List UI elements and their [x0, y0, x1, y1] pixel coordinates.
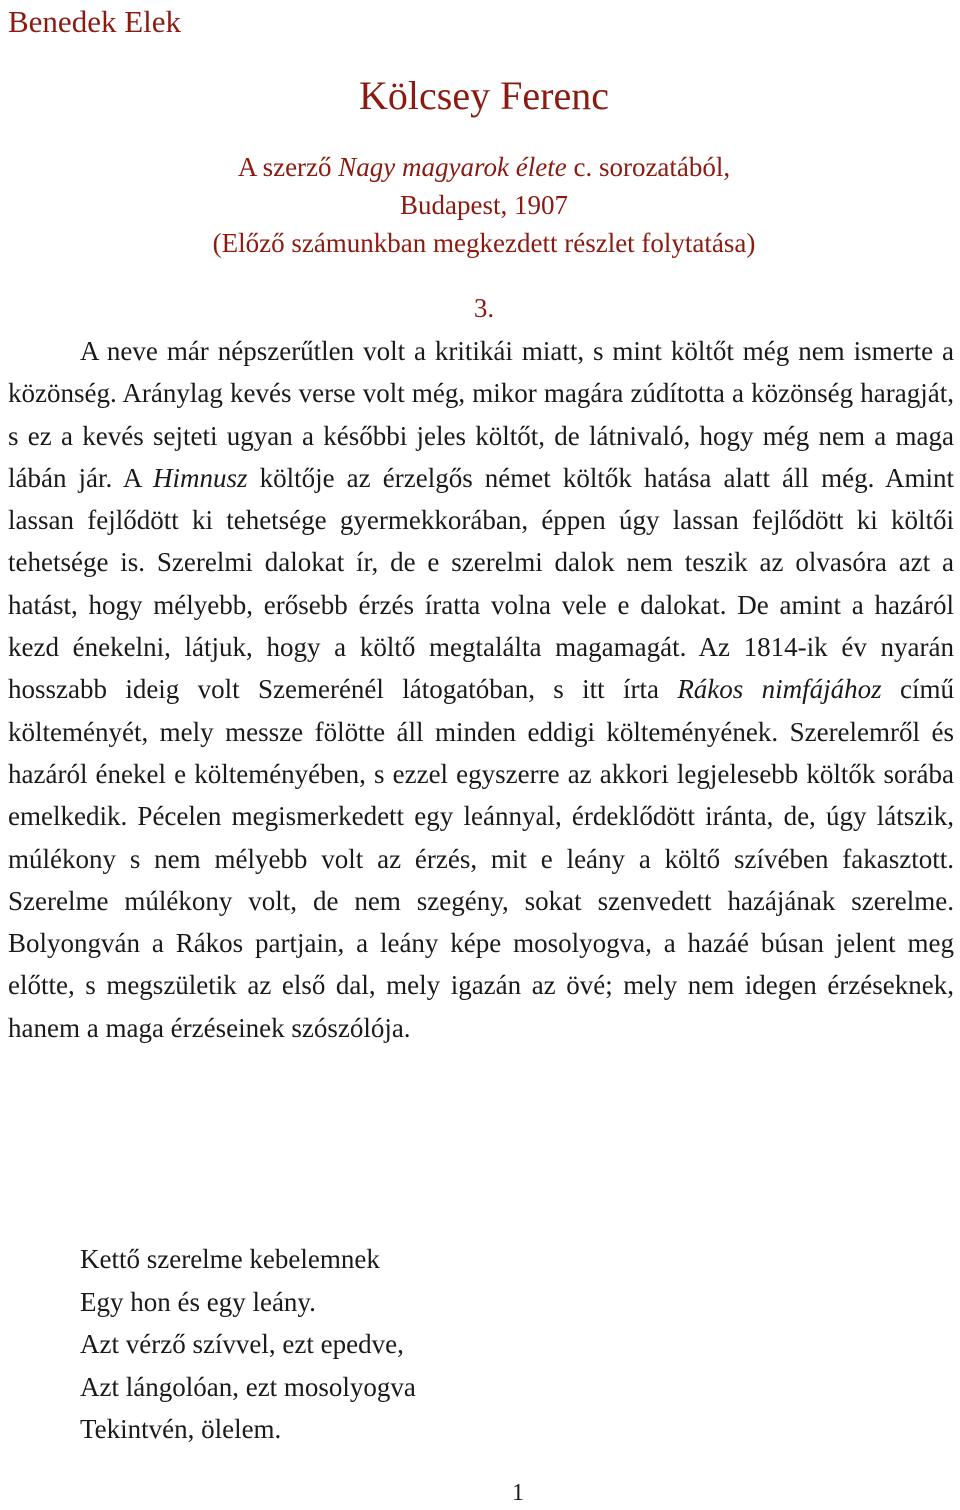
body-italic-himnusz: Himnusz: [153, 462, 248, 493]
section-number: 3.: [473, 293, 495, 323]
subtitle-line-1: [4, 148, 960, 186]
subtitle-line-1-pre: A szerző: [237, 152, 339, 182]
body-part-1: A neve már népszerűtlen volt a kritikái miatt, s mint költőt még nem ismerte a közönség. Aránylag kevés verse volt még, mikor magára zúdította a közönség haragját, s ez a kevés sejteti ugyan a későbbi jeles költőt, de látnivaló, hogy még nem a maga lábán jár. A: [8, 336, 954, 493]
body-part-3: című költeményét, mely messze fölötte áll minden eddigi költeményének. Szerelemről és hazáról énekel e költeményében, s ezzel egyszerre az akkori legjelesebb költők sorába emelkedik. Pécelen megismerkedett egy leánnyal, érdeklődött iránta, de, úgy látszik, múlékony s nem mélyebb volt az érzés, mit e leány a költő szívében fakasztott. Szerelme múlékony volt, de nem szegény, sokat szenvedett hazájának szerelme. Bolyongván a Rákos partjain, a leány képe mosolyogva, a hazáé búsan jelent meg előtte, s megszületik az első dal, mely igazán az övé; mely nem idegen érzéseknek, hanem a maga érzéseinek szószólója.: [8, 674, 954, 1043]
poem-line: Kettő szerelme kebelemnek: [80, 1244, 380, 1274]
subtitle-line-3: (Előző számunkban megkezdett részlet folytatása): [212, 228, 756, 258]
subtitle-line-2: Budapest, 1907: [400, 190, 568, 220]
poem-line: Egy hon és egy leány.: [80, 1286, 316, 1317]
header-author: Benedek Elek: [8, 4, 182, 39]
poem: [80, 1238, 416, 1451]
poem-line: Azt lángolóan, ezt mosolyogva: [80, 1371, 416, 1402]
subtitle-series-title: Nagy magyarok élete: [338, 152, 567, 182]
page-title: Kölcsey Ferenc: [359, 73, 609, 118]
subtitle: [0, 148, 960, 262]
subtitle-line-1-post: c. sorozatából,: [566, 152, 731, 182]
body-italic-rakos: Rákos nimfájához: [677, 674, 882, 705]
poem-line: Azt vérző szívvel, ezt epedve,: [80, 1329, 404, 1359]
body-paragraph: [8, 330, 954, 1049]
body-part-2: költője az érzelgős német költők hatása alatt áll még. Amint lassan fejlődött ki tehetsége gyermekkorában, éppen úgy lassan fejlődött ki költői tehetsége is. Szerelmi dalokat ír, de e szerelmi dalok nem teszik az olvasóra azt a hatást, hogy mélyebb, erősebb érzés íratta volna vele e dalokat. De amint a hazáról kezd énekelni, látjuk, hogy a költő megtalálta magamagát. Az 1814-ik év nyarán hosszabb ideig volt Szemerénél látogatóban, s itt írta: [8, 462, 954, 705]
page-number: 1: [512, 1480, 524, 1506]
poem-line: Tekintvén, ölelem.: [80, 1414, 282, 1444]
